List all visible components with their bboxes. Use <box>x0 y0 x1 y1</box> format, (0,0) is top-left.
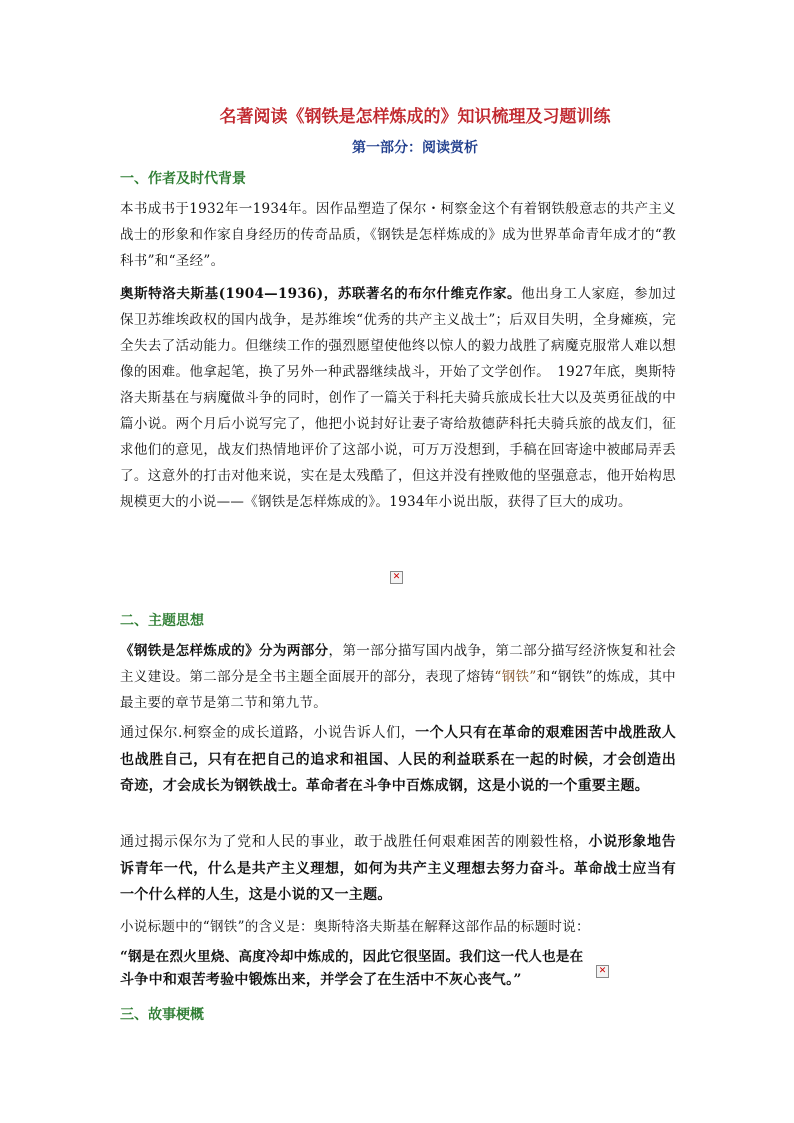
theme-main-intro: 通过保尔.柯察金的成长道路，小说告诉人们， <box>120 725 416 741</box>
theme-structure-highlight: “钢铁” <box>494 669 537 685</box>
paragraph-author-bio <box>120 281 676 515</box>
paragraph-title-meaning: 小说标题中的“钢铁”的含义是：奥斯特洛夫斯基在解释这部作品的标题时说： <box>120 919 590 935</box>
section-heading-author: 一、作者及时代背景 <box>120 171 246 187</box>
section-heading-synopsis: 三、故事梗概 <box>120 1007 204 1023</box>
title-meaning-quote-end: 斗争中和艰苦考验中锻炼出来，并学会了在生活中不灰心丧气。” <box>120 972 522 988</box>
document-subtitle: 第一部分：阅读赏析 <box>352 140 478 156</box>
theme-second-bold: 小说形象地告诉青年一代，什么是共产主义理想，如何为共产主义理想去努力奋斗。革命战士应当有一个什么样的人生，这是小说的又一主题。 <box>120 834 676 903</box>
theme-main-bold: 一个人只有在革命的艰难困苦中战胜敌人也战胜自己，只有在把自己的追求和祖国、人民的利益联系在一起的时候，才会创造出奇迹，才会成长为钢铁战士。革命者在斗争中百炼成钢，这是小说的一个重要主题。 <box>120 725 677 794</box>
paragraph-book-intro: 本书成书于1932年一1934年。因作品塑造了保尔・柯察金这个有着钢铁般意志的共产主义战士的形象和作家自身经历的传奇品质，《钢铁是怎样炼成的》成为世界革命青年成才的“教科书”和“圣经”。 <box>120 201 676 269</box>
theme-structure-body-a: ，第一部分描写国内战争，第二部分描写经济恢复和社会主义建设。第二部分是全书主题全面展开的部分，表现了熔铸 <box>120 643 677 685</box>
broken-image-icon: ✕ <box>390 571 403 584</box>
theme-structure-lead: 《钢铁是怎样炼成的》分为两部分 <box>120 643 329 659</box>
document-title: 名著阅读《钢铁是怎样炼成的》知识梳理及习题训练 <box>219 107 611 127</box>
paragraph-theme-structure <box>120 638 676 716</box>
author-bio-body: 他出身工人家庭，参加过保卫苏维埃政权的国内战争，是苏维埃“优秀的共产主义战士”；后双目失明，全身瘫痪，完全失去了活动能力。但继续工作的强烈愿望使他终以惊人的毅力战胜了病魔克服常人难以想像的困难。他拿起笔，换了另外一种武器继续战斗，开始了文学创作。 1927年底，奥斯特洛夫斯基在与病魔做斗争的同时，创作了一篇关于科托夫骑兵旅成长壮大以及英勇征战的中篇小说。两个月后小说写完了，他把小说封好让妻子寄给敖德萨科托夫骑兵旅的战友们，征求他们的意见，战友们热情地评价了这部小说，可万万没想到，手稿在回寄途中被邮局弄丢了。这意外的打击对他来说，实在是太残酷了，但这并没有挫败他的坚强意志，他开始构思规模更大的小说——《钢铁是怎样炼成的》。1934年小说出版，获得了巨大的成功。 <box>120 286 676 510</box>
paragraph-theme-main <box>120 720 676 800</box>
theme-structure-body-b: 和“钢铁”的炼成，其中最主要的章节是第二节和第九节。 <box>120 669 676 711</box>
section-heading-theme: 二、主题思想 <box>120 613 204 629</box>
theme-second-intro: 通过揭示保尔为了党和人民的事业，敢于战胜任何艰难困苦的刚毅性格， <box>120 834 589 850</box>
title-meaning-quote-cutoff: “钢是在烈火里烧、高度冷却中炼成的，因此它很坚固。我们这一代人也是在 <box>120 949 584 965</box>
paragraph-theme-second <box>120 829 676 909</box>
broken-image-icon: ✕ <box>596 965 609 978</box>
author-bio-lead: 奥斯特洛夫斯基(1904—1936)，苏联著名的布尔什维克作家。 <box>120 286 522 302</box>
